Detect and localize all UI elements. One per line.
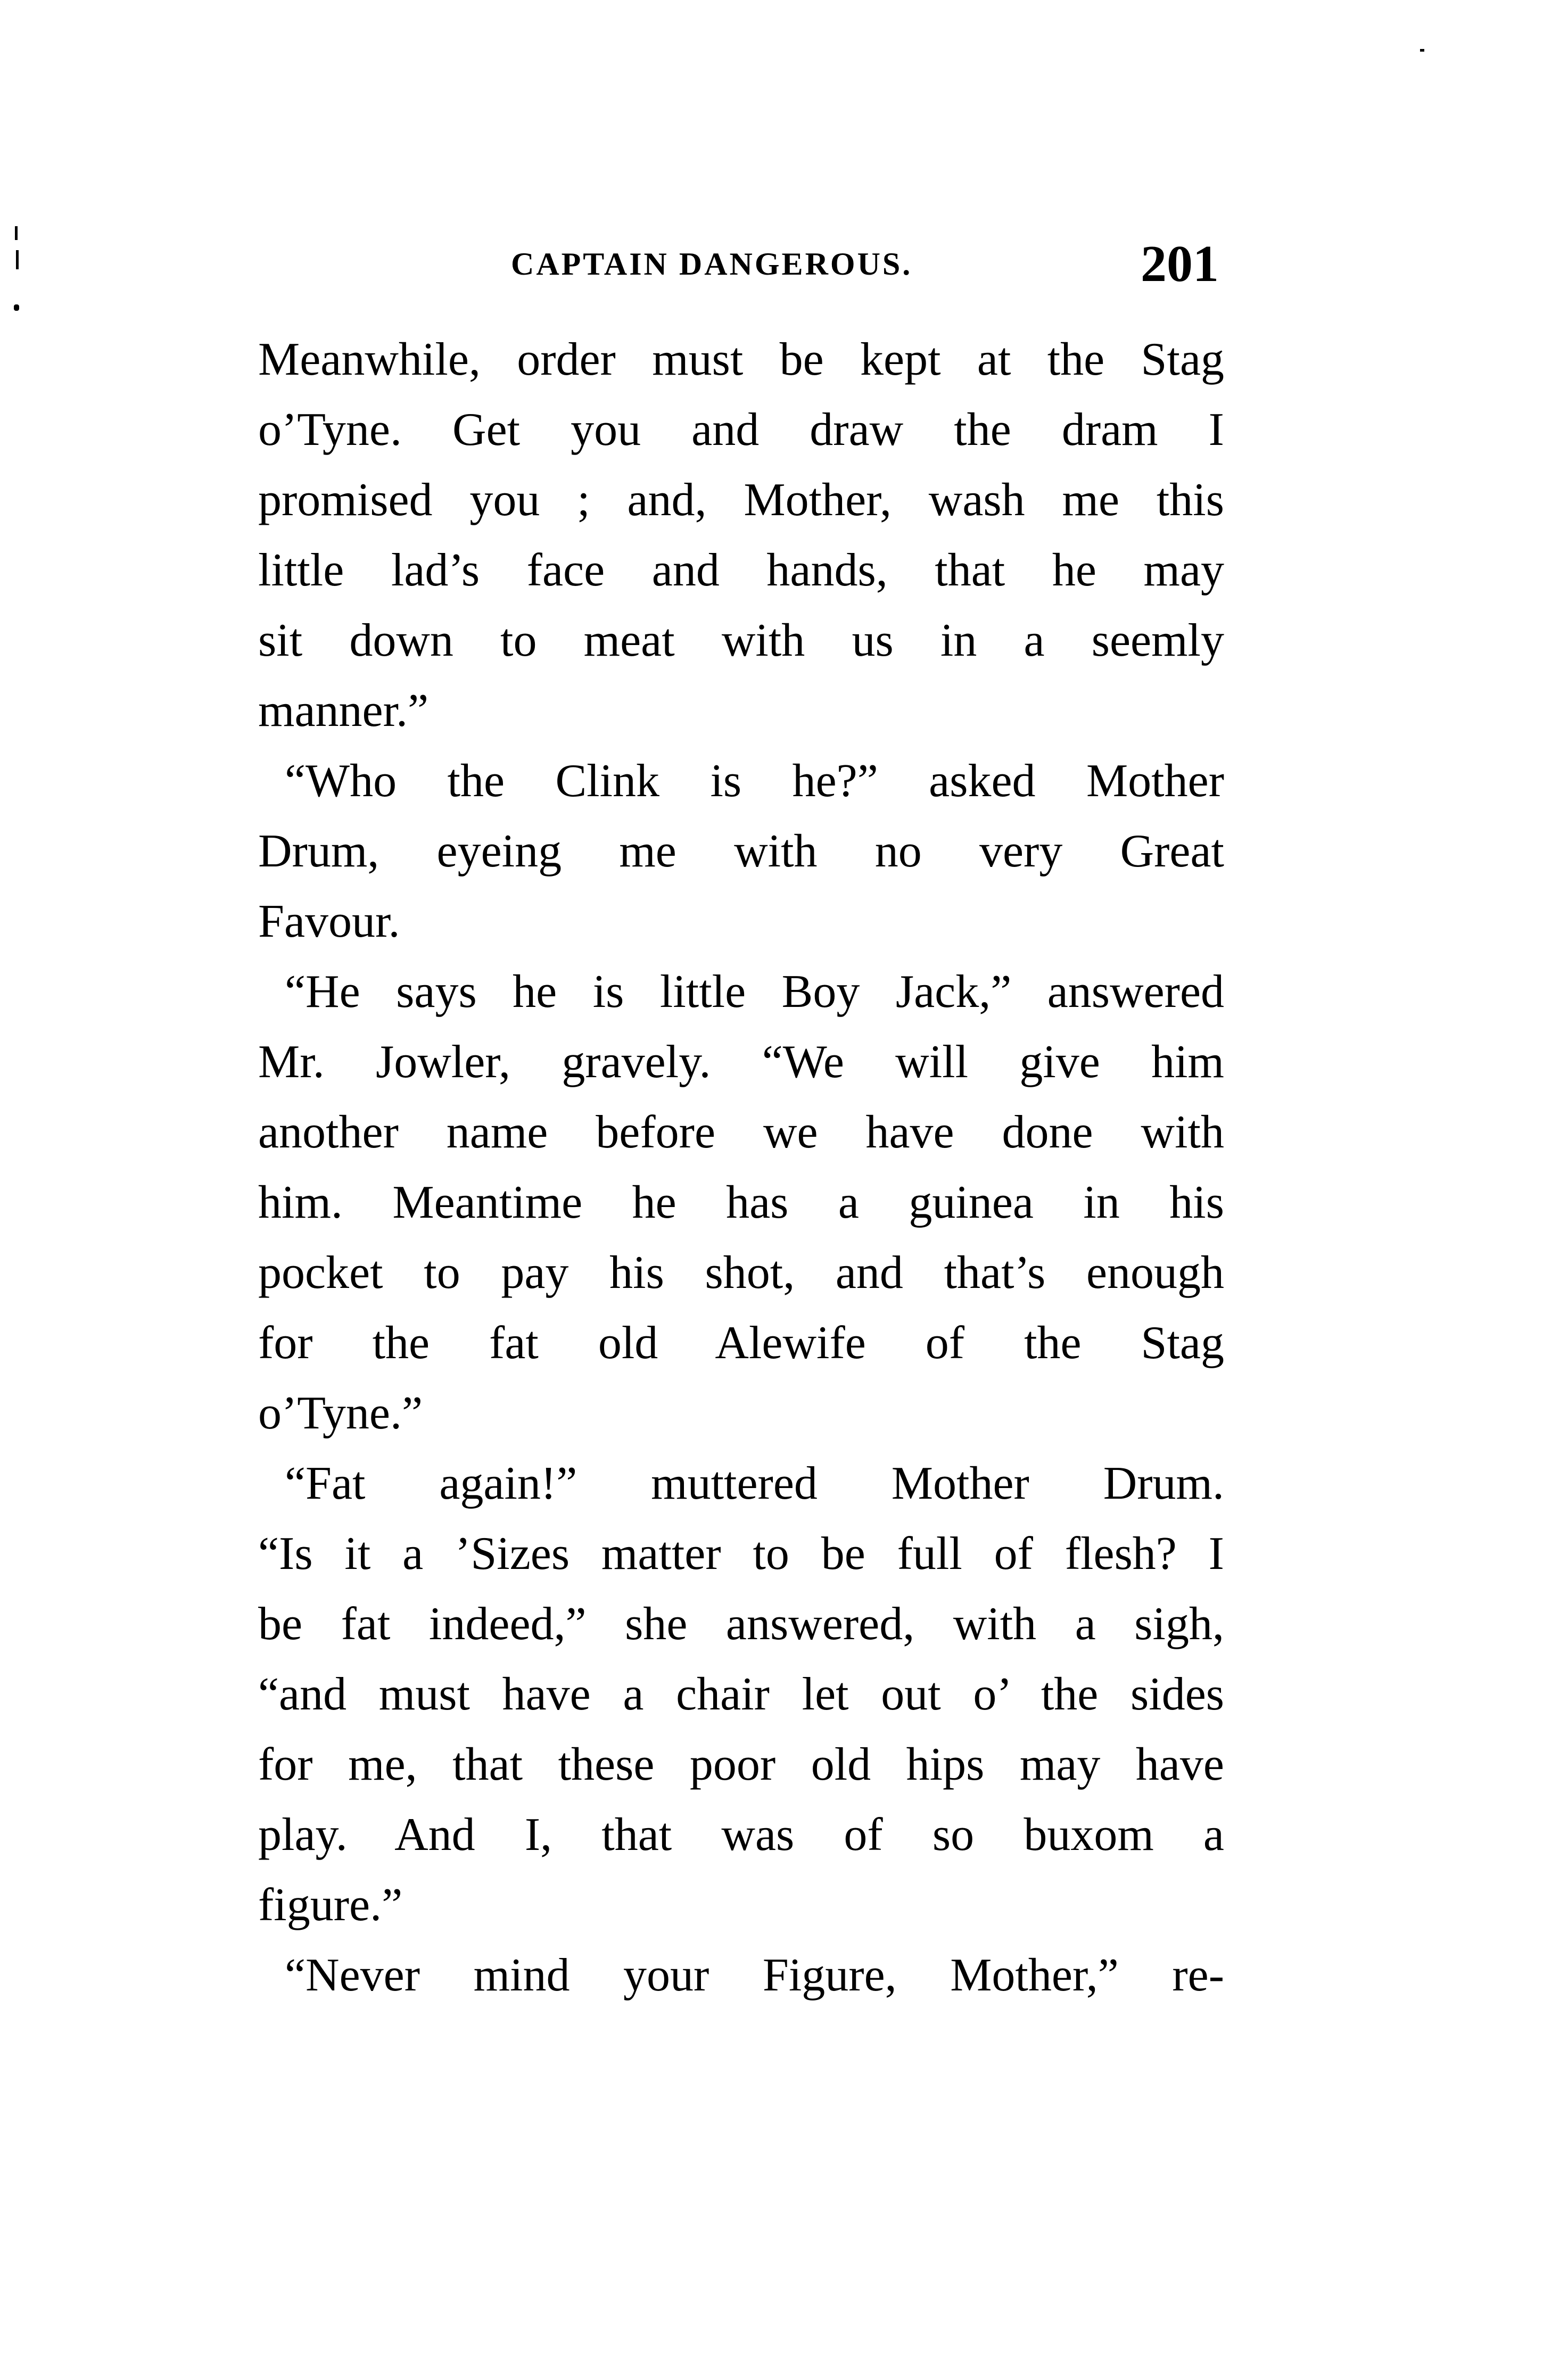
text-line: “Who the Clink is he?” asked Mother bbox=[285, 755, 1224, 807]
text-line: o’Tyne. Get you and draw the dram I bbox=[258, 404, 1224, 456]
text-line: pocket to pay his shot, and that’s enough bbox=[258, 1247, 1224, 1299]
text-line: play. And I, that was of so buxom a bbox=[258, 1809, 1224, 1861]
text-line: “Fat again!” muttered Mother Drum. bbox=[285, 1458, 1224, 1509]
margin-mark bbox=[1420, 49, 1424, 52]
page-number: 201 bbox=[1141, 235, 1219, 293]
text-line: manner.” bbox=[258, 685, 429, 737]
text-line: Meanwhile, order must be kept at the Stag bbox=[258, 334, 1224, 385]
text-line: promised you ; and, Mother, wash me this bbox=[258, 474, 1224, 526]
text-line: little lad’s face and hands, that he may bbox=[258, 544, 1224, 596]
text-line: for the fat old Alewife of the Stag bbox=[258, 1317, 1224, 1369]
text-line: sit down to meat with us in a seemly bbox=[258, 615, 1224, 666]
text-line: Favour. bbox=[258, 896, 400, 947]
text-line: him. Meantime he has a guinea in his bbox=[258, 1177, 1224, 1228]
page-header bbox=[511, 234, 1219, 298]
text-line: Mr. Jowler, gravely. “We will give him bbox=[258, 1036, 1224, 1088]
margin-mark bbox=[14, 304, 19, 311]
text-line: another name before we have done with bbox=[258, 1106, 1224, 1158]
text-line: for me, that these poor old hips may have bbox=[258, 1739, 1224, 1790]
margin-mark bbox=[15, 226, 18, 240]
margin-mark bbox=[16, 250, 19, 269]
text-line: Drum, eyeing me with no very Great bbox=[258, 825, 1224, 877]
text-line: “Is it a ’Sizes matter to be full of flesh? I bbox=[258, 1528, 1224, 1580]
text-line: figure.” bbox=[258, 1879, 403, 1931]
text-line: o’Tyne.” bbox=[258, 1387, 423, 1439]
body-text bbox=[258, 325, 1224, 2011]
text-line: “Never mind your Figure, Mother,” re- bbox=[285, 1949, 1224, 2001]
text-line: “and must have a chair let out o’ the sides bbox=[258, 1668, 1224, 1720]
running-title: CAPTAIN DANGEROUS. bbox=[511, 246, 913, 282]
text-line: be fat indeed,” she answered, with a sigh, bbox=[258, 1598, 1224, 1650]
text-line: “He says he is little Boy Jack,” answered bbox=[285, 966, 1224, 1018]
